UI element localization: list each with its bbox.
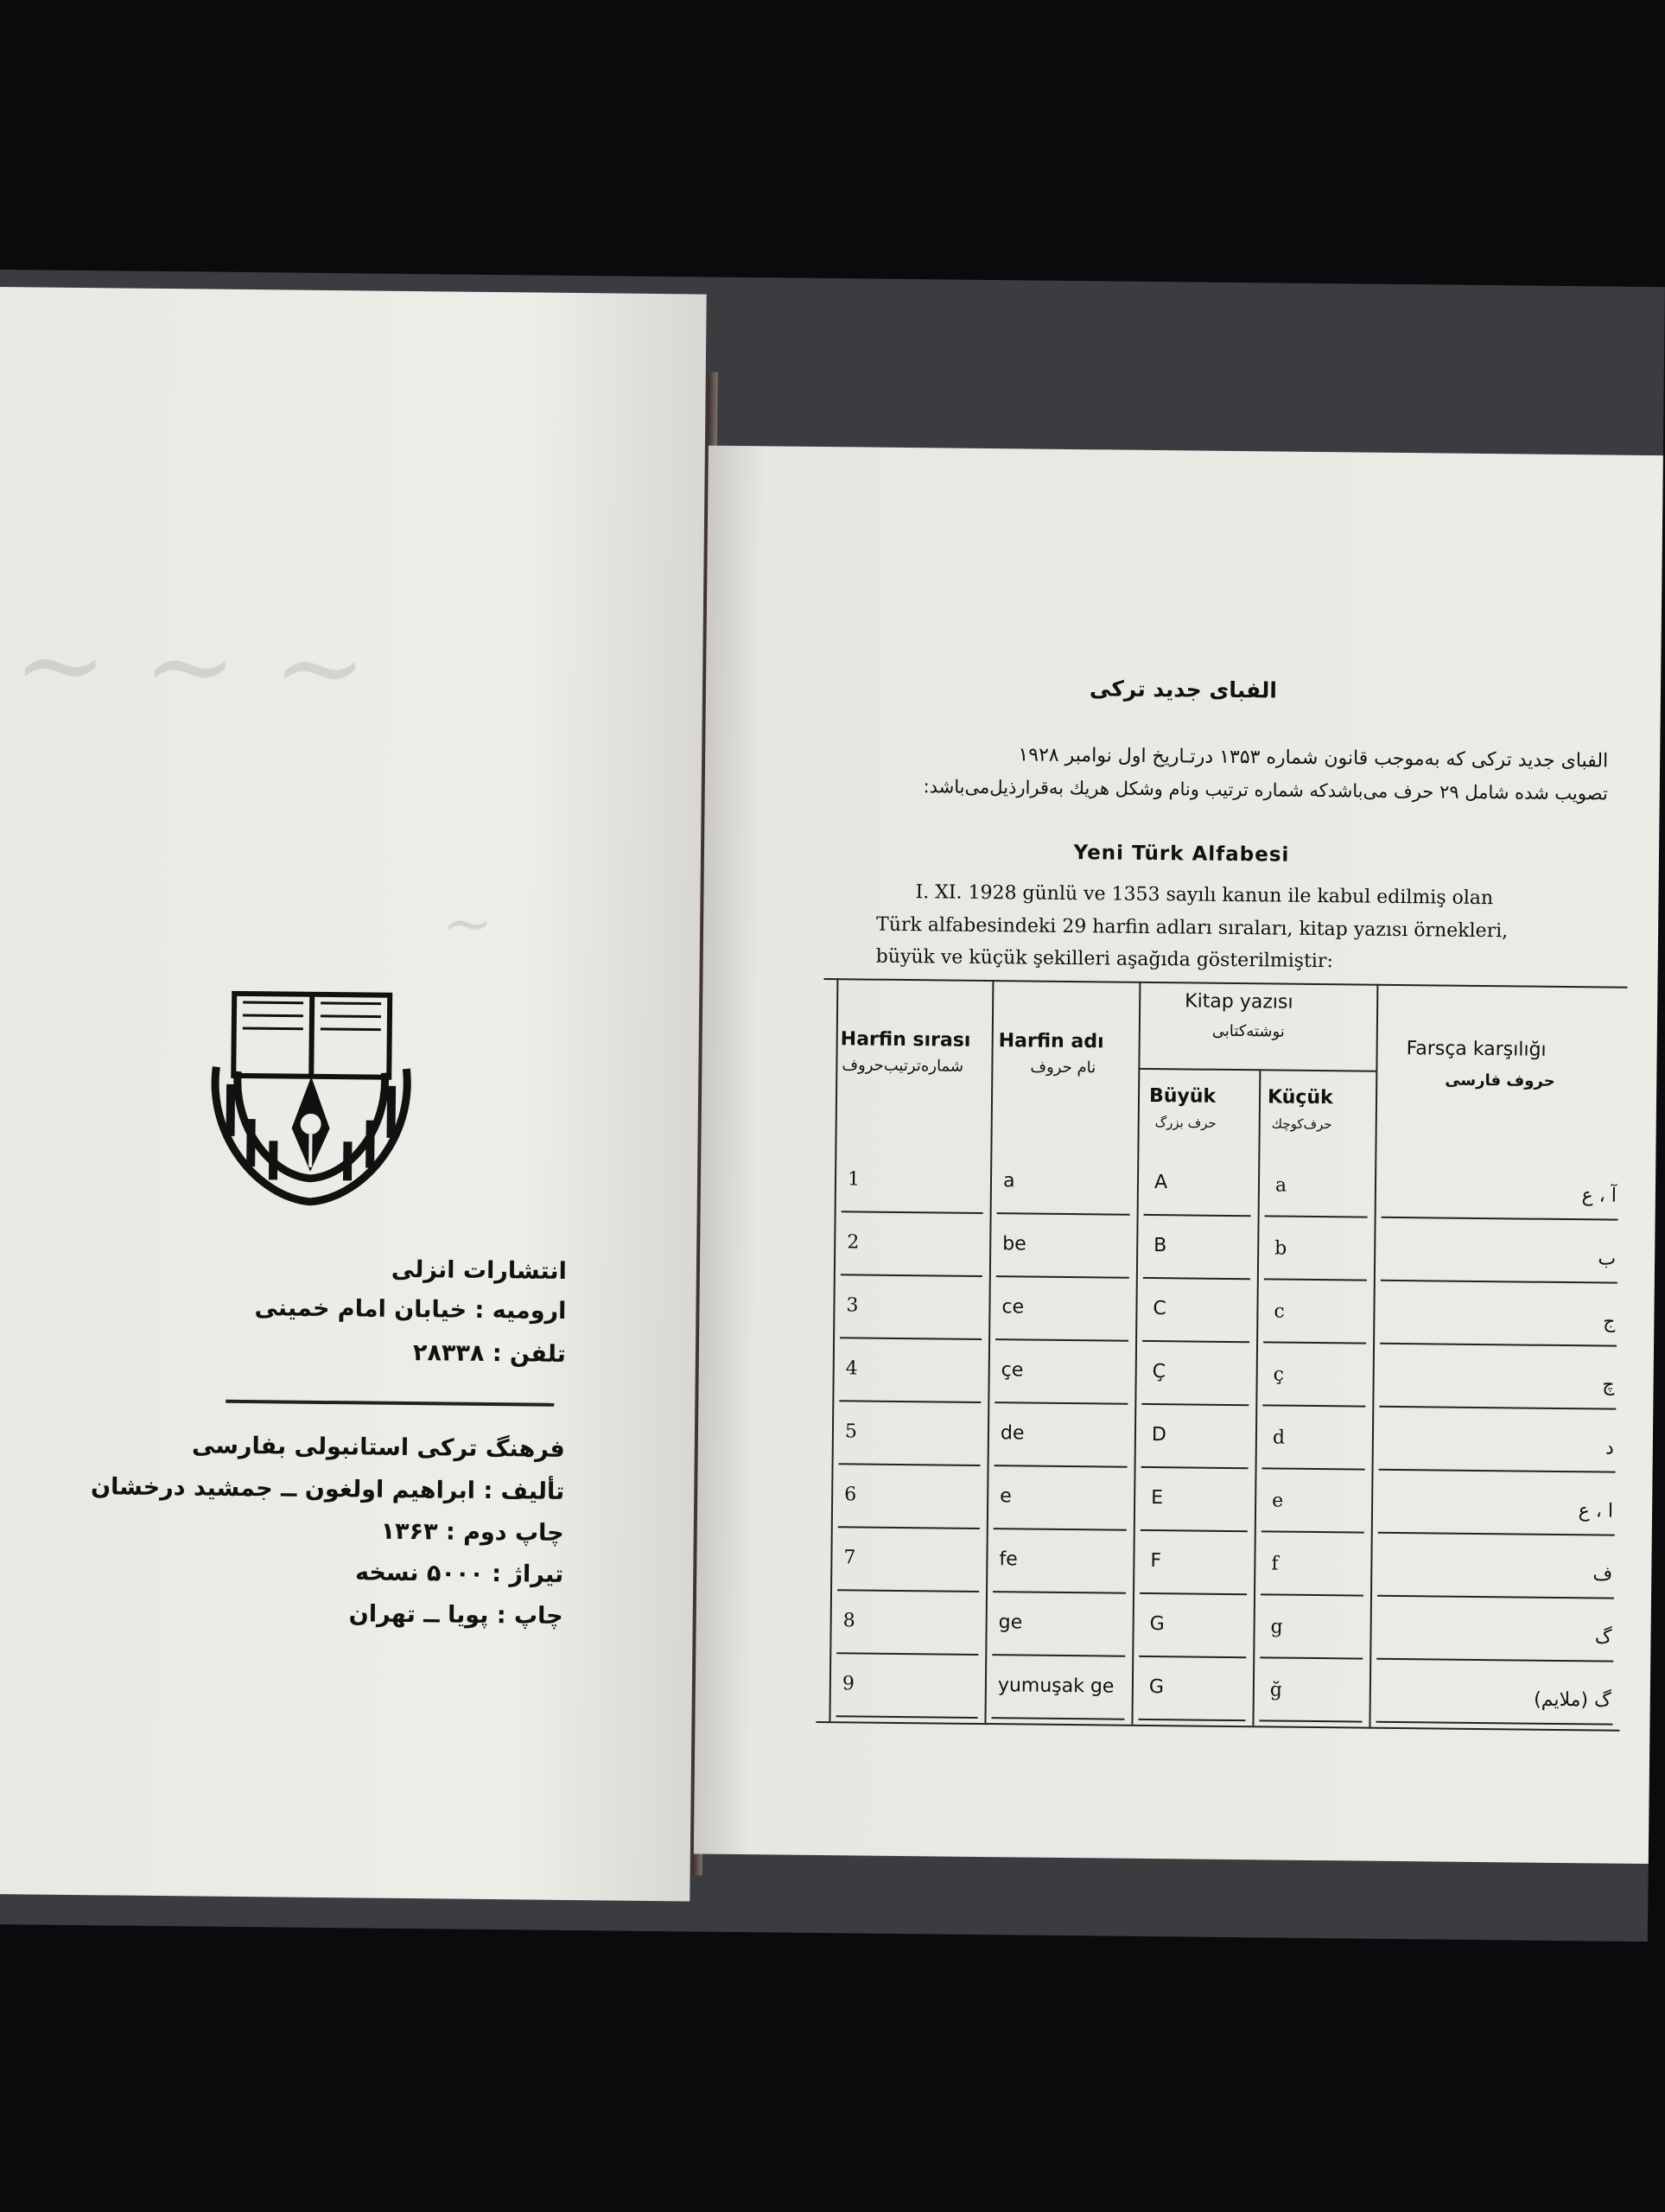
row-number: 7 [843, 1547, 856, 1569]
table-rule [842, 1211, 983, 1214]
table-rule [1141, 1466, 1249, 1469]
table-rule [1260, 1656, 1363, 1659]
book-title: فرهنگ ترکی استانبولی بفارسی [191, 1432, 565, 1463]
table-rule [1379, 1469, 1616, 1473]
row-upper: D [1151, 1424, 1167, 1446]
publisher-logo [189, 988, 434, 1216]
row-letter-name: de [1000, 1422, 1025, 1445]
row-number: 8 [842, 1610, 855, 1632]
row-persian: ب [1598, 1248, 1617, 1270]
table-rule [1382, 1217, 1618, 1221]
table-rule [1265, 1215, 1368, 1217]
row-persian: ف [1592, 1563, 1613, 1586]
table-rule [1262, 1467, 1365, 1470]
header-name: Harfin adı [998, 1030, 1104, 1053]
row-persian: ا ، ع [1578, 1500, 1614, 1522]
table-rule [994, 1528, 1127, 1531]
table-rule [1144, 1214, 1251, 1217]
table-rule [993, 1591, 1126, 1594]
row-upper: G [1149, 1613, 1165, 1636]
table-rule [1140, 1592, 1247, 1595]
table-rule [1141, 1529, 1248, 1532]
open-book [0, 270, 1665, 1942]
row-lower: ç [1273, 1363, 1285, 1386]
header-upper: Büyük [1148, 1084, 1217, 1108]
header-name-fa: نام حروف [1030, 1058, 1096, 1077]
row-persian: د [1605, 1437, 1614, 1459]
row-letter-name: çe [1001, 1359, 1024, 1382]
row-lower: b [1274, 1237, 1287, 1260]
row-letter-name: be [1002, 1233, 1026, 1255]
row-number: 1 [847, 1168, 861, 1191]
divider [226, 1400, 554, 1407]
row-persian: چ [1602, 1374, 1615, 1396]
row-persian: ج [1603, 1311, 1616, 1333]
header-persian: Farsça karşılığı [1406, 1038, 1547, 1061]
header-lower-fa: حرف‌کوچك [1271, 1116, 1332, 1133]
bleed-through-text: ~ [442, 887, 494, 960]
book-edition: چاپ دوم : ۱۳۶۳ [380, 1517, 564, 1547]
table-rule [841, 1274, 982, 1277]
header-print: Kitap yazısı [1185, 990, 1293, 1014]
table-rule [1131, 982, 1141, 1725]
row-letter-name: ge [998, 1611, 1023, 1634]
publisher-phone: تلفن : ۲۸۳۳۸ [412, 1339, 567, 1368]
table-rule [829, 978, 838, 1721]
row-number: 6 [844, 1484, 857, 1506]
row-lower: f [1271, 1553, 1279, 1575]
intro-tr-line-3: büyük ve küçük şekilleri aşağıda gösterilmiştir: [875, 945, 1333, 973]
table-rule [839, 1463, 981, 1466]
table-rule [1259, 1719, 1362, 1722]
table-rule [1142, 1340, 1249, 1343]
table-rule [1377, 1595, 1614, 1599]
heading-tr: Yeni Türk Alfabesi [1073, 842, 1290, 867]
table-rule [839, 1400, 981, 1403]
table-rule [992, 1717, 1125, 1720]
row-lower: d [1272, 1427, 1286, 1449]
row-letter-name: ce [1001, 1296, 1025, 1319]
table-rule [1263, 1341, 1366, 1344]
table-rule [836, 1715, 978, 1719]
row-letter-name: fe [999, 1548, 1018, 1571]
table-rule [984, 980, 994, 1723]
row-number: 5 [844, 1421, 858, 1443]
row-upper: B [1153, 1235, 1167, 1257]
table-rule [838, 1526, 980, 1529]
publisher-name: انتشارات انزلی [391, 1255, 568, 1285]
intro-fa-line-1: الفبای جدید ترکی که به‌موجب قانون شماره ۱۳۵۳ درتـاریخ اول نوامبر ۱۹۲۸ [1018, 744, 1609, 772]
book-print-run: تیراژ : ۵۰۰۰ نسخه [354, 1559, 564, 1588]
table-rule [1139, 1656, 1246, 1658]
table-rule [1369, 984, 1378, 1727]
table-rule [837, 1589, 979, 1592]
row-number: 2 [847, 1231, 860, 1254]
table-rule [1376, 1658, 1613, 1662]
table-rule [823, 978, 1627, 988]
table-rule [840, 1337, 982, 1340]
row-upper: G [1148, 1676, 1165, 1699]
header-lower: Küçük [1267, 1086, 1333, 1109]
table-rule [1378, 1532, 1615, 1536]
table-rule [1138, 1068, 1376, 1072]
table-rule [1138, 1719, 1245, 1721]
row-number: 9 [842, 1673, 855, 1695]
table-rule [1261, 1530, 1364, 1533]
row-upper: Ç [1152, 1361, 1166, 1383]
row-persian: گ [1594, 1626, 1612, 1649]
table-rule [995, 1402, 1128, 1405]
table-rule [995, 1465, 1128, 1468]
table-rule [1141, 1403, 1249, 1406]
row-upper: F [1150, 1550, 1162, 1573]
row-upper: C [1153, 1298, 1166, 1320]
header-order-fa: شماره‌ترتیب‌حروف [842, 1056, 964, 1076]
row-lower: a [1274, 1174, 1287, 1197]
row-letter-name: yumuşak ge [997, 1675, 1115, 1698]
row-number: 3 [846, 1294, 859, 1317]
header-print-fa: نوشته‌کتابی [1211, 1021, 1285, 1041]
table-rule [996, 1275, 1129, 1279]
table-rule [992, 1654, 1125, 1657]
book-printer: چاپ : پویا ــ تهران [348, 1600, 563, 1630]
intro-fa-line-2: تصویب شده شامل ۲۹ حرف می‌باشدکه شماره ترتیب ونام وشکل هریك به‌قرارذیل‌می‌باشد: [923, 776, 1608, 804]
header-order: Harfin sırası [840, 1028, 971, 1052]
row-lower: e [1272, 1490, 1284, 1512]
row-lower: c [1274, 1300, 1285, 1323]
row-number: 4 [845, 1357, 858, 1380]
table-rule [1381, 1280, 1617, 1284]
table-rule [1143, 1277, 1250, 1280]
book-authors: تألیف : ابراهیم اولغون ــ جمشید درخشان [90, 1473, 565, 1505]
row-upper: E [1151, 1487, 1164, 1510]
row-persian: گ (ملایم) [1534, 1688, 1611, 1712]
left-page [0, 287, 707, 1901]
row-letter-name: a [1002, 1170, 1015, 1192]
header-persian-fa: حروف فارسی [1445, 1071, 1555, 1090]
row-persian: آ ، ع [1581, 1185, 1617, 1207]
bleed-through-text: ~ ~ ~ [12, 598, 368, 734]
row-lower: ğ [1269, 1679, 1283, 1701]
header-upper-fa: حرف بزرگ [1154, 1115, 1217, 1131]
intro-tr-line-2: Türk alfabesindeki 29 harfin adları sıraları, kitap yazısı örnekleri, [875, 913, 1509, 943]
page-title-fa: الفبای جدید ترکی [1089, 676, 1278, 703]
right-page [694, 446, 1663, 1864]
table-rule [1376, 1721, 1612, 1726]
intro-tr-line-1: I. XI. 1928 günlü ve 1353 sayılı kanun ile kabul edilmiş olan [915, 881, 1494, 910]
table-rule [995, 1338, 1128, 1342]
table-rule [997, 1212, 1130, 1216]
table-rule [1380, 1343, 1617, 1347]
table-rule [1261, 1593, 1363, 1596]
table-rule [1264, 1278, 1367, 1281]
row-letter-name: e [1000, 1485, 1012, 1508]
alphabet-table [816, 978, 1627, 1730]
table-rule [1252, 1069, 1261, 1726]
publisher-address: ارومیه : خیابان امام خمینی [254, 1294, 567, 1325]
row-lower: g [1270, 1616, 1283, 1638]
table-rule [1262, 1404, 1365, 1407]
table-rule [1379, 1406, 1616, 1410]
row-upper: A [1153, 1172, 1168, 1194]
table-rule [836, 1652, 978, 1656]
